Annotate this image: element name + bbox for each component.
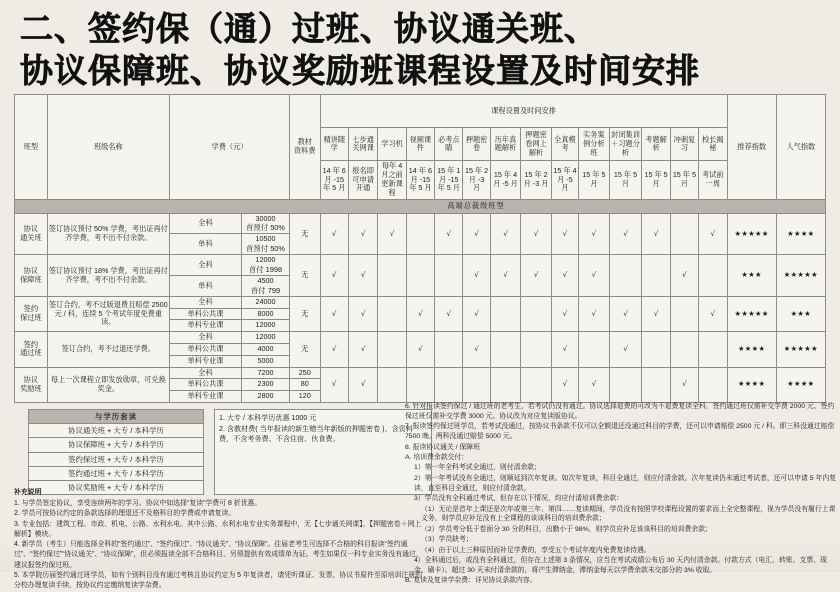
table-row [15, 332, 826, 344]
cell-check-3-4 [435, 332, 463, 367]
cell-scope-2-2: 单科专业课 [169, 320, 241, 332]
table-row [15, 213, 826, 234]
cell-check-0-0: √ [320, 213, 348, 255]
cell-material-fee-3: 无 [290, 332, 321, 367]
cell-check-3-2 [378, 332, 406, 367]
cell-check-2-4: √ [435, 296, 463, 331]
col-header-popularity-index: 人气指数 [776, 95, 825, 199]
col-header-course-time-7: 15 年 2 月 -3 月 [521, 161, 552, 199]
cell-check-4-5 [463, 367, 490, 402]
cell-popularity-3: ★★★★★ [776, 332, 825, 367]
cell-scope-1-1: 单科 [169, 276, 241, 297]
cell-material-fee-0: 无 [290, 213, 321, 255]
col-header-course-time-6: 15 年 4 月 -5 月 [490, 161, 521, 199]
cell-fee-4-1: 2300 [241, 379, 289, 391]
cell-fee-note-0-1: 首预付 50% [245, 244, 285, 254]
col-header-class-name: 班级名称 [47, 95, 169, 199]
cell-material-fee-4-2: 120 [290, 391, 321, 403]
right-note-2: 8. 报读协议通关 / 保障班 [405, 443, 480, 451]
cell-scope-4-2: 单科专业课 [169, 391, 241, 403]
cell-recommend-2: ★★★★★ [727, 296, 776, 331]
right-note-9: （3）学员缺考； [421, 536, 473, 544]
right-note-5: 2）第一年考试没有全通过，则顺延到次年复读。如次年复读，科目全通过，则应付清余款。次年复读仍未通过考试者，还可以申请 5 年内复读，直至科目全通过，则应付清余款。 [414, 474, 837, 492]
col-header-course-13: 校长揭秘 [699, 128, 727, 161]
cell-check-3-5: √ [463, 332, 490, 367]
footnote-0: 1. 与学员签定协议，享受连续两年的学习。协议中如选择“复读”学费可 8 折优惠。 [14, 499, 262, 507]
cell-check-2-12 [670, 296, 698, 331]
cell-check-0-13: √ [699, 213, 727, 255]
table-row [15, 255, 826, 276]
cell-check-2-3: √ [406, 296, 434, 331]
cell-check-4-0: √ [320, 367, 348, 402]
cell-check-4-2 [378, 367, 406, 402]
course-matrix-wrapper [0, 94, 840, 402]
table-row [15, 367, 826, 379]
cell-check-4-1: √ [348, 367, 377, 402]
cell-scope-3-2: 单科专业课 [169, 355, 241, 367]
col-header-course-time-0: 14 年 6 月 -15 年 5 月 [320, 161, 348, 199]
cell-check-3-8: √ [551, 332, 578, 367]
footnote-1: 2. 学员可按协议约定的条款选择的理退还不及格科目的学费或申请复读。 [14, 510, 236, 518]
cell-fee-1-1: 4500 首付 799 [241, 276, 289, 297]
col-header-class-type: 班型 [15, 95, 48, 199]
title-line-2: 协议保障班、协议奖励班课程设置及时间安排 [20, 51, 700, 91]
right-note-6: 3）学员没有全科通过考试，但存在以下情况，均应付清培训费余款： [414, 495, 624, 503]
cell-fee-note-0-0: 首预付 50% [245, 223, 285, 233]
cell-check-3-11 [642, 332, 670, 367]
degree-combo-table [28, 409, 204, 496]
cell-popularity-4: ★★★★ [776, 367, 825, 402]
right-note-10: （4）由于以上三种原因而补足学费的，享受五个考试年度内免费复读待遇。 [421, 546, 651, 554]
right-note-11: 4）全科通过后，或没有全科通过，但存在上述第 3 条情况，应当在考试成绩公布后 30 天内付清余款。付款方式（电汇、转账、支票、现金、刷卡）。超过 30 天未付清余款的，将产生滞纳金，滞纳金每天以学费余款未交部分的 3% 收取。 [414, 557, 827, 575]
cell-popularity-2: ★★★ [776, 296, 825, 331]
cell-fee-note-1-0: 首付 1998 [248, 265, 283, 274]
cell-check-4-9: √ [579, 367, 610, 402]
cell-check-4-13 [699, 367, 727, 402]
cell-check-1-7: √ [521, 255, 552, 297]
col-header-recommend-index: 推荐指数 [727, 95, 776, 199]
col-header-course-time-3: 14 年 6 月 -15 年 5 月 [406, 161, 434, 199]
cell-fee-3-2: 5000 [241, 355, 289, 367]
cell-check-0-8: √ [551, 213, 578, 255]
right-note-3: A. 培训费余款交付： [405, 454, 469, 461]
cell-check-1-8: √ [551, 255, 578, 297]
right-note-8: （2）学员考分低于卷面分 30 分的科目，出勤小于 98%，则学员应补足该该科目的培训费余款； [421, 525, 712, 533]
cell-check-3-13 [699, 332, 727, 367]
cell-check-3-10: √ [609, 332, 642, 367]
cell-scope-1-0: 全科 [169, 255, 241, 276]
degree-row-3: 签约通过班 + 大专 / 本科学历 [29, 466, 204, 480]
footnote-2: 3. 专业包括：建筑工程、市政、机电、公路、水利水电。其中公路、水利水电专业实务课程中，无【七步通关网课】、【押题密卷＋网上解析】模块。 [14, 520, 422, 538]
cell-recommend-4: ★★★★ [727, 367, 776, 402]
col-header-course-time-13: 考试前一周 [699, 161, 727, 199]
cell-check-1-11 [642, 255, 670, 297]
col-header-course-11: 考题解析 [642, 128, 670, 161]
cell-description-2: 签订合约，考不过版退费且赔偿 2500 元 / 科，连续 5 个考试年度免费重读。 [47, 296, 169, 331]
footnote-3: 4. 新学员（考生）只能选择全科的“签约通过”、“签约保过”、“协议通关”、“协议保障”。往届老考生可选择不合格的科目报读“签约通过”、“签约保过”“协议通关”、“协议保障”，但必须报读全部不合格科目，另须提供有效成绩单为证。考生如果仅一科专业实务没有通过，建议报签约保过班。 [14, 541, 423, 569]
right-notes-block [405, 402, 837, 587]
degree-table-header: 与学历套读 [29, 409, 204, 423]
cell-fee-0-1: 10500 首预付 50% [241, 234, 289, 255]
right-note-1: 7. 报读签约保过班学员，若考试没通过，按协议书条款不仅可以全额退还没通过科目的学费，还可以申请赔偿 2500 元 / 科。即三科没通过赔偿 7500 晚。两科没通过赔偿 5000 元。 [405, 423, 835, 441]
cell-fee-2-0: 24000 [241, 296, 289, 308]
cell-check-2-9: √ [579, 296, 610, 331]
cell-check-2-7 [521, 296, 552, 331]
cell-popularity-1: ★★★★★ [776, 255, 825, 297]
cell-check-3-6 [490, 332, 521, 367]
cell-check-0-11: √ [642, 213, 670, 255]
cell-check-0-4: √ [435, 213, 463, 255]
footnotes-title: 补充说明 [14, 489, 42, 496]
col-header-course-time-9: 15 年 5 月 [579, 161, 610, 199]
degree-table-wrapper [28, 409, 204, 496]
cell-check-4-11 [642, 367, 670, 402]
col-header-material-fee: 教材 资料费 [290, 95, 321, 199]
cell-scope-4-1: 单科公共课 [169, 379, 241, 391]
col-header-course-8: 全真模考 [551, 128, 578, 161]
cell-check-1-4 [435, 255, 463, 297]
cell-check-1-3 [406, 255, 434, 297]
cell-material-fee-4-1: 80 [290, 379, 321, 391]
mid-note-0: 1. 大专 / 本科学历优惠 1000 元 [219, 413, 317, 422]
cell-check-2-13: √ [699, 296, 727, 331]
cell-check-0-7: √ [521, 213, 552, 255]
cell-check-2-0: √ [320, 296, 348, 331]
col-header-course-time-4: 15 年 1 月 -15 年 5 月 [435, 161, 463, 199]
col-header-course-12: 冲刺复习 [670, 128, 698, 161]
col-header-course-3: 视频课件 [406, 128, 434, 161]
cell-check-2-10: √ [609, 296, 642, 331]
cell-material-fee-1: 无 [290, 255, 321, 297]
cell-check-3-9 [579, 332, 610, 367]
right-note-12: B. 复读及复读学杂费：详见协议条款内容。 [405, 577, 537, 585]
cell-check-0-3 [406, 213, 434, 255]
cell-check-2-2 [378, 296, 406, 331]
cell-check-3-0: √ [320, 332, 348, 367]
cell-check-4-4 [435, 367, 463, 402]
page-title [0, 0, 840, 94]
col-header-course-0: 精讲随学 [320, 128, 348, 161]
cell-check-0-10: √ [609, 213, 642, 255]
cell-fee-1-0: 12000 首付 1998 [241, 255, 289, 276]
cell-check-4-3 [406, 367, 434, 402]
cell-fee-4-2: 2800 [241, 391, 289, 403]
cell-check-1-13 [699, 255, 727, 297]
col-header-course-time-12: 15 年 5 月 [670, 161, 698, 199]
cell-check-2-6 [490, 296, 521, 331]
table-row [15, 296, 826, 308]
cell-fee-4-0: 7200 [241, 367, 289, 379]
cell-check-4-12: √ [670, 367, 698, 402]
degree-row-4: 协议奖励班 + 大专 / 本科学历 [29, 481, 204, 495]
cell-material-fee-4-0: 250 [290, 367, 321, 379]
cell-popularity-0: ★★★★ [776, 213, 825, 255]
cell-scope-3-0: 全科 [169, 332, 241, 344]
col-header-course-2: 学习机 [378, 128, 406, 161]
col-header-course-time-1: 报名即可申请开通 [348, 161, 377, 199]
cell-check-1-12: √ [670, 255, 698, 297]
cell-check-1-6: √ [490, 255, 521, 297]
col-header-tuition: 学费（元） [169, 95, 289, 199]
cell-check-4-7 [521, 367, 552, 402]
right-note-0: 6. 针对报读签约保过 / 通过班的老考生，若考试仍没有通过。协议选择退费的可改为不退费复读全科，签约通过班仅需补交学费 2000 元、签约保过班仅需补交学费 3000 元。协议改为对应复读版协议。 [405, 403, 835, 420]
cell-check-2-11: √ [642, 296, 670, 331]
col-header-course-time-2: 每年 4 月之前更新课程 [378, 161, 406, 199]
cell-check-1-0: √ [320, 255, 348, 297]
col-header-course-4: 必考点睛 [435, 128, 463, 161]
col-header-course-5: 押题密卷 [463, 128, 490, 161]
cell-check-0-6: √ [490, 213, 521, 255]
cell-check-2-5: √ [463, 296, 490, 331]
cell-scope-3-1: 单科公共课 [169, 343, 241, 355]
cell-description-1: 签订协议预付 18% 学费，考出证再付齐学费，考不出不付余款。 [47, 255, 169, 297]
cell-check-3-1: √ [348, 332, 377, 367]
cell-class-type-2: 签约 保过班 [15, 296, 48, 331]
cell-check-1-10 [609, 255, 642, 297]
cell-check-1-1: √ [348, 255, 377, 297]
cell-recommend-0: ★★★★★ [727, 213, 776, 255]
col-header-course-9: 实务案例分析班 [579, 128, 610, 161]
col-header-course-10: 封闭集训＋习题分析 [609, 128, 642, 161]
right-note-4: 1）第一年全科考试全通过，则付清余款； [414, 464, 541, 472]
col-header-course-7: 押题密卷网上解析 [521, 128, 552, 161]
cell-check-4-10 [609, 367, 642, 402]
cell-scope-4-0: 全科 [169, 367, 241, 379]
cell-check-4-6 [490, 367, 521, 402]
cell-class-type-1: 协议 保障班 [15, 255, 48, 297]
degree-row-1: 协议保障班 + 大专 / 本科学历 [29, 438, 204, 452]
cell-check-1-9: √ [579, 255, 610, 297]
cell-check-0-1: √ [348, 213, 377, 255]
mid-note-1: 2. 含教材费( 当年报读的新生赠当年新版的押题密卷 )、含资料费，不含考务费、不含住宿、伙食费。 [219, 424, 413, 444]
cell-check-2-1: √ [348, 296, 377, 331]
cell-fee-3-1: 4000 [241, 343, 289, 355]
cell-check-0-12 [670, 213, 698, 255]
cell-description-0: 签订协议预付 50% 学费，考出证再付齐学费，考不出不付余款。 [47, 213, 169, 255]
cell-scope-2-1: 单科公共课 [169, 308, 241, 320]
cell-fee-note-1-1: 首付 799 [250, 285, 281, 295]
cell-class-type-4: 协议 奖励班 [15, 367, 48, 402]
cell-recommend-1: ★★★ [727, 255, 776, 297]
title-line-1: 二、签约保（通）过班、协议通关班、 [20, 9, 598, 48]
course-matrix-table [14, 94, 826, 402]
cell-check-2-8: √ [551, 296, 578, 331]
col-header-course-group: 课程设置及时间安排 [320, 95, 727, 128]
mid-notes-box [214, 409, 432, 496]
cell-description-3: 签订合约，考不过退还学费。 [47, 332, 169, 367]
degree-row-2: 签约保过班 + 大专 / 本科学历 [29, 452, 204, 466]
footnotes-block [14, 488, 426, 592]
degree-row-0: 协议通关班 + 大专 / 本科学历 [29, 424, 204, 438]
col-header-course-time-8: 15 年 4 月 -5 月 [551, 161, 578, 199]
cell-check-4-8: √ [551, 367, 578, 402]
cell-check-3-12 [670, 332, 698, 367]
cell-check-3-7 [521, 332, 552, 367]
cell-material-fee-2: 无 [290, 296, 321, 331]
cell-check-1-5: √ [463, 255, 490, 297]
cell-recommend-3: ★★★★ [727, 332, 776, 367]
cell-scope-0-0: 全科 [169, 213, 241, 234]
col-header-course-time-5: 15 年 2 月 -3 月 [463, 161, 490, 199]
cell-description-4: 每上一次课程立即发放勋章，可兑换奖金。 [47, 367, 169, 402]
banner-text: 高端总裁级班型 [447, 200, 505, 210]
cell-fee-3-0: 12000 [241, 332, 289, 344]
cell-fee-2-2: 12000 [241, 320, 289, 332]
cell-check-0-2: √ [378, 213, 406, 255]
banner-high-end-class [15, 199, 826, 213]
cell-scope-2-0: 全科 [169, 296, 241, 308]
col-header-course-time-11: 15 年 5 月 [642, 161, 670, 199]
right-note-7: （1）无论是首年上课还是次年或第三年、第四……复读期间，学员没有按照学校课程设置的要求而上全完整课程，视为学员没有履行上课义务，则学员应补足没有上全课程的该该科目的培训费余款； [421, 505, 836, 523]
col-header-course-6: 历年真题解析 [490, 128, 521, 161]
footnote-4: 5. 本学院历届签约通过班学员，如有个别科目没有通过考核且协议约定为 5 年复读者，请凭听课证、发票、协议书原件至原培训注册的分校办理复读手续，按协议约定缴纳复读学杂费。 [14, 572, 423, 590]
cell-check-3-3: √ [406, 332, 434, 367]
cell-class-type-3: 签约 通过班 [15, 332, 48, 367]
cell-fee-0-0: 30000 首预付 50% [241, 213, 289, 234]
cell-check-1-2 [378, 255, 406, 297]
cell-class-type-0: 协议 通关班 [15, 213, 48, 255]
col-header-course-time-10: 15 年 5 月 [609, 161, 642, 199]
cell-check-0-5: √ [463, 213, 490, 255]
cell-scope-0-1: 单科 [169, 234, 241, 255]
col-header-course-1: 七步通关网课 [348, 128, 377, 161]
cell-fee-2-1: 8000 [241, 308, 289, 320]
cell-check-0-9: √ [579, 213, 610, 255]
